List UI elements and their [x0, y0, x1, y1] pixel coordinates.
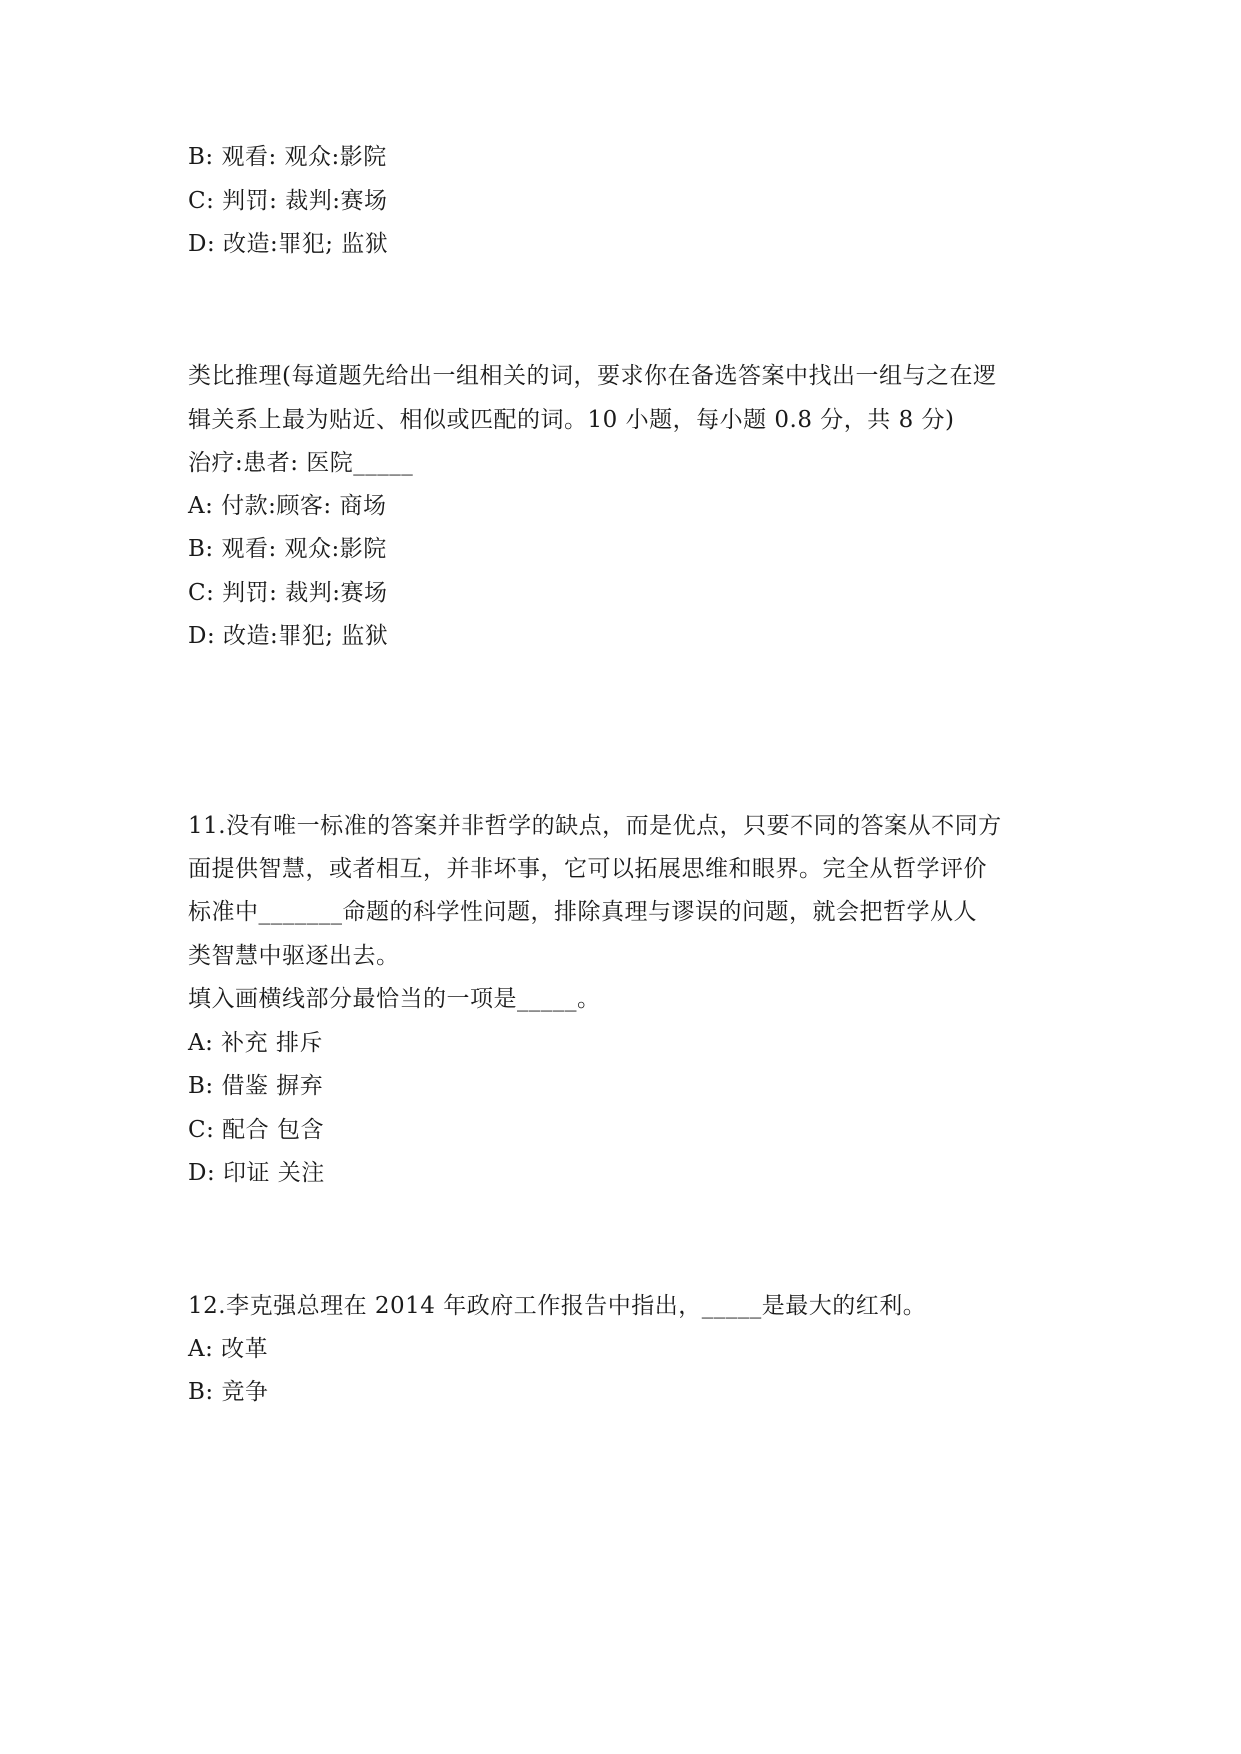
q11-text-line-2: 面提供智慧，或者相互，并非坏事，它可以拓展思维和眼界。完全从哲学评价: [188, 856, 987, 882]
analogy-instructions-line-2: 辑关系上最为贴近、相似或匹配的词。10 小题，每小题 0.8 分，共 8 分): [188, 407, 955, 433]
q11-option-a: A: 补充 排斥: [188, 1030, 323, 1056]
option-d-top: D: 改造:罪犯; 监狱: [188, 231, 389, 257]
q11-option-c: C: 配合 包含: [188, 1117, 324, 1143]
q11-text-line-1: 11.没有唯一标准的答案并非哲学的缺点，而是优点，只要不同的答案从不同方: [188, 813, 1002, 839]
analogy-option-d: D: 改造:罪犯; 监狱: [188, 623, 389, 649]
analogy-option-b: B: 观看: 观众:影院: [188, 536, 387, 562]
option-c-top: C: 判罚: 裁判:赛场: [188, 188, 388, 214]
q11-option-d: D: 印证 关注: [188, 1160, 325, 1186]
q11-prompt: 填入画横线部分最恰当的一项是_____。: [188, 986, 601, 1012]
analogy-instructions-line-1: 类比推理(每道题先给出一组相关的词，要求你在备选答案中找出一组与之在逻: [188, 363, 997, 389]
q12-option-a: A: 改革: [188, 1336, 269, 1362]
q12-option-b: B: 竞争: [188, 1379, 269, 1405]
analogy-option-c: C: 判罚: 裁判:赛场: [188, 580, 388, 606]
option-b-top: B: 观看: 观众:影院: [188, 144, 387, 170]
q11-option-b: B: 借鉴 摒弃: [188, 1073, 324, 1099]
q12-stem: 12.李克强总理在 2014 年政府工作报告中指出，_____是最大的红利。: [188, 1293, 927, 1319]
q11-text-line-4: 类智慧中驱逐出去。: [188, 943, 400, 969]
analogy-stem: 治疗:患者: 医院_____: [188, 450, 414, 476]
q11-text-line-3: 标准中_______命题的科学性问题，排除真理与谬误的问题，就会把哲学从人: [188, 899, 977, 925]
analogy-option-a: A: 付款:顾客: 商场: [188, 493, 387, 519]
